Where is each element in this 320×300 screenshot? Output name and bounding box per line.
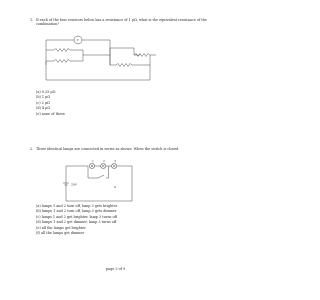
choice-e[interactable]: (e) all the lamps get brighter (36, 225, 86, 230)
question-number: 1. (30, 18, 34, 22)
page-footer: page 3 of 9 (105, 267, 126, 271)
switch-wire (106, 166, 109, 178)
lamp-3-label: 3 (114, 159, 116, 163)
question-number: 2. (30, 147, 34, 151)
choice-a[interactable]: (a) lamps 1 and 2 turn off, lamp 3 gets brighter (36, 204, 118, 208)
choice-c[interactable]: (c) 2 μΩ (36, 100, 50, 105)
source-label: 20V (71, 182, 77, 187)
voltmeter-label: V (76, 38, 79, 43)
answer-choices (36, 204, 117, 236)
choice-d[interactable]: (d) lamps 1 and 2 get dimmer, lamp 3 turns off (36, 220, 117, 225)
choice-a[interactable]: (a) 0.25 μΩ (36, 90, 56, 94)
choice-e[interactable]: (e) none of these (36, 111, 65, 116)
switch-icon (98, 175, 104, 178)
choice-b[interactable]: (b) 1 μΩ (36, 95, 51, 100)
choice-b[interactable]: (b) lamps 1 and 2 turn off, lamp 3 gets dimmer (36, 209, 117, 214)
switch-wire (88, 166, 98, 178)
choice-c[interactable]: (c) lamps 1 and 2 get brighter, lamp 3 turns off (36, 214, 117, 219)
lamp-2-label: 2 (103, 159, 105, 163)
choice-d[interactable]: (d) 4 μΩ (36, 106, 51, 111)
switch-label: S (114, 185, 117, 189)
question-stem-line: Three identical lamps are connected in series as shown. When the switch is closed (36, 147, 179, 151)
question-stem-line: combination? (36, 22, 60, 26)
question-stem-line: If each of the four resistors below has a resistance of 1 μΩ, what is the equivalent resistance of the (36, 18, 207, 22)
lamp-1-label: 1 (92, 159, 94, 163)
choice-f[interactable]: (f) all the lamps get dimmer (36, 231, 85, 236)
